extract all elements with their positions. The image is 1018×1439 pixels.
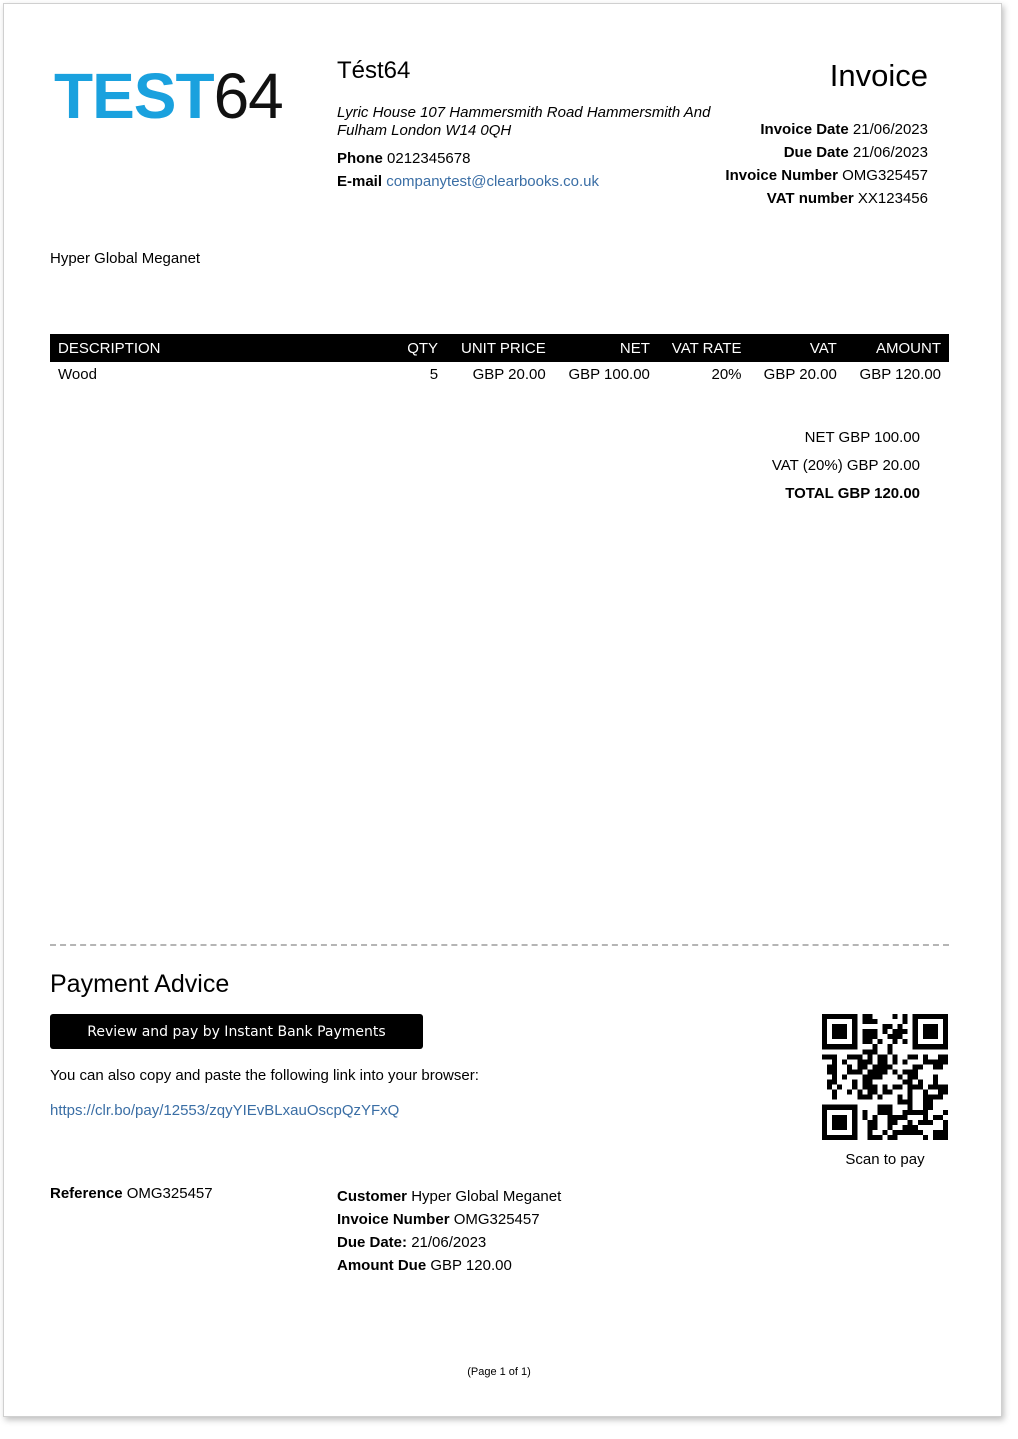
tear-off-divider [50, 944, 949, 946]
bill-to: Hyper Global Meganet [50, 250, 201, 267]
company-phone: Phone 0212345678 [337, 150, 471, 167]
payment-customer-details [337, 1185, 561, 1277]
items-table [50, 334, 949, 387]
company-logo: TEST64 [54, 60, 283, 132]
col-vat-rate: VAT RATE [658, 334, 750, 362]
row-unit-price: GBP 20.00 [472, 366, 546, 383]
qr-code-icon[interactable] [822, 1014, 948, 1140]
row-net: GBP 100.00 [568, 366, 650, 383]
total-amount: TOTAL GBP 120.00 [785, 485, 920, 502]
total-net: NET GBP 100.00 [804, 429, 920, 446]
row-qty: 5 [429, 366, 439, 383]
vat-number: VAT number XX123456 [766, 190, 928, 207]
col-description: DESCRIPTION [50, 334, 396, 362]
row-vat-rate: 20% [711, 366, 742, 383]
company-email-link[interactable]: companytest@clearbooks.co.uk [386, 173, 600, 190]
page-number: (Page 1 of 1) [467, 1366, 531, 1378]
payment-due-date: Due Date: 21/06/2023 [337, 1234, 487, 1251]
col-net: NET [554, 334, 658, 362]
payment-invoice-number: Invoice Number OMG325457 [337, 1211, 540, 1228]
company-name: Tést64 [337, 57, 411, 84]
payment-link[interactable]: https://clr.bo/pay/12553/zqyYIEvBLxauOscpQzYFxQ [50, 1102, 400, 1119]
row-vat: GBP 20.00 [763, 366, 837, 383]
invoice-number: Invoice Number OMG325457 [725, 167, 928, 184]
col-amount: AMOUNT [845, 334, 949, 362]
company-email: E-mail companytest@clearbooks.co.uk [337, 173, 600, 190]
scan-to-pay-label: Scan to pay [845, 1151, 925, 1168]
payment-amount-due: Amount Due GBP 120.00 [337, 1257, 512, 1274]
company-address: Lyric House 107 Hammersmith Road Hammersmith And Fulham London W14 0QH [337, 104, 711, 139]
due-date: Due Date 21/06/2023 [783, 144, 928, 161]
items-header [50, 334, 949, 362]
pay-button[interactable]: Review and pay by Instant Bank Payments [50, 1014, 423, 1049]
table-row [50, 362, 949, 387]
invoice-title: Invoice [829, 58, 928, 93]
payment-customer: Customer Hyper Global Meganet [337, 1188, 562, 1205]
row-description: Wood [58, 366, 97, 383]
payment-reference: Reference OMG325457 [50, 1185, 213, 1202]
col-unit-price: UNIT PRICE [446, 334, 554, 362]
total-vat: VAT (20%) GBP 20.00 [771, 457, 920, 474]
copy-instructions: You can also copy and paste the following link into your browser: [50, 1067, 479, 1084]
col-vat: VAT [750, 334, 845, 362]
totals [772, 424, 920, 508]
invoice-page [3, 3, 1002, 1417]
company-details [337, 57, 737, 193]
invoice-meta [725, 118, 928, 210]
payment-advice-title: Payment Advice [50, 970, 230, 998]
invoice-date: Invoice Date 21/06/2023 [760, 121, 928, 138]
col-qty: QTY [396, 334, 446, 362]
row-amount: GBP 120.00 [859, 366, 941, 383]
